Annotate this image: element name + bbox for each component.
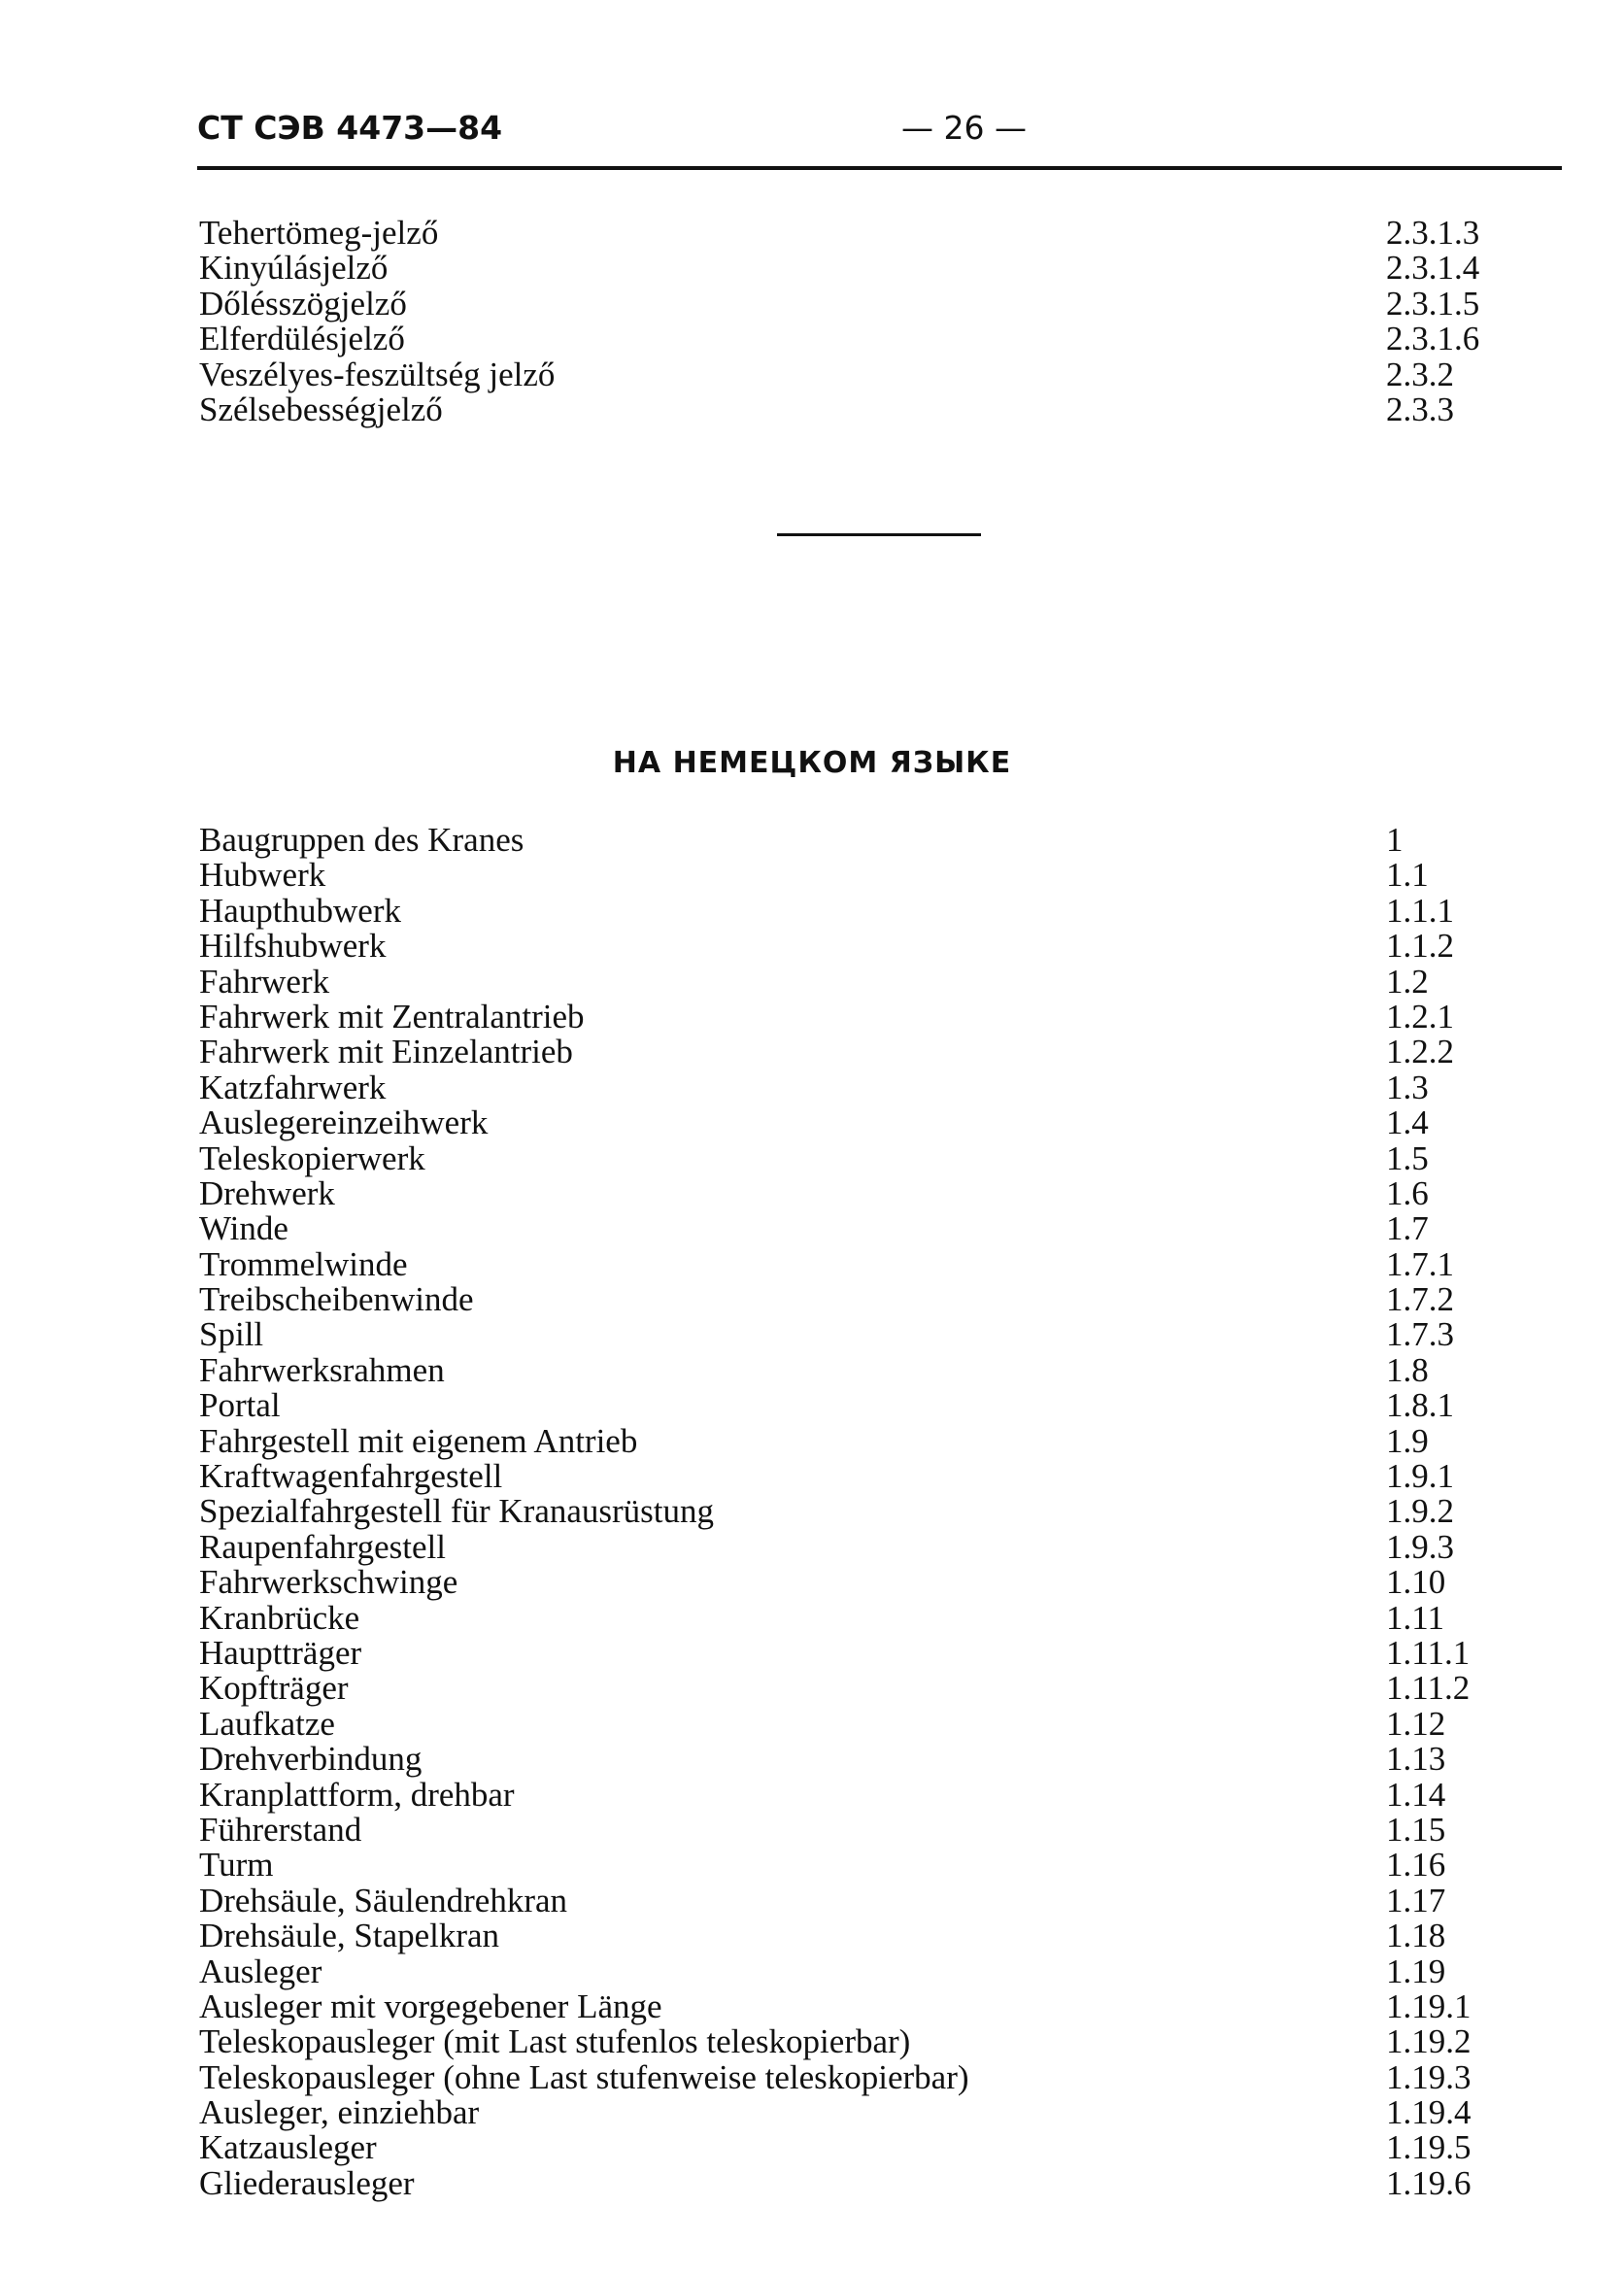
term-number: 1.1.2 — [1386, 927, 1454, 966]
term-row — [199, 1173, 1462, 1212]
term-number: 1.9.3 — [1386, 1527, 1454, 1566]
term-row — [199, 249, 1480, 288]
term-text: Spezialfahrgestell für Kranausrüstung — [199, 1492, 715, 1531]
term-row — [199, 1138, 1462, 1177]
term-row — [199, 1350, 1462, 1389]
term-number: 2.3.1.6 — [1386, 320, 1480, 358]
term-text: Spill — [199, 1315, 264, 1354]
term-number: 1.16 — [1386, 1846, 1446, 1885]
term-number: 1.7.2 — [1386, 1280, 1454, 1319]
term-row — [199, 1986, 1472, 2025]
term-number: 1.4 — [1386, 1104, 1429, 1142]
term-text: Elferdülésjelző — [199, 320, 405, 358]
term-row — [199, 1105, 1462, 1140]
term-row — [199, 1494, 1462, 1529]
term-number: 1.19.6 — [1386, 2163, 1472, 2202]
term-text: Auslegereinzeihwerk — [199, 1104, 489, 1142]
term-row — [199, 1669, 1471, 1708]
term-row — [199, 858, 1462, 893]
term-number: 1.1.1 — [1386, 891, 1454, 930]
term-text: Kraftwagenfahrgestell — [199, 1457, 503, 1496]
term-row — [199, 2128, 1472, 2167]
term-number: 1.6 — [1386, 1173, 1429, 1212]
term-text: Tehertömeg-jelző — [199, 214, 439, 252]
term-number: 2.3.1.5 — [1386, 284, 1480, 323]
term-text: Fahrwerk mit Einzelantrieb — [199, 1033, 573, 1071]
term-row — [199, 823, 1462, 858]
term-row — [199, 284, 1480, 323]
term-text: Drehverbindung — [199, 1740, 423, 1779]
term-row — [199, 1317, 1462, 1352]
term-row — [199, 1244, 1462, 1283]
term-number: 1.18 — [1386, 1917, 1446, 1955]
term-number: 1.7 — [1386, 1209, 1429, 1248]
header-divider — [197, 166, 1562, 170]
term-text: Treibscheibenwinde — [199, 1280, 474, 1319]
term-row — [199, 997, 1462, 1036]
term-number: 1.12 — [1386, 1704, 1446, 1743]
page-number: — 26 — — [901, 109, 1027, 147]
term-row — [199, 2093, 1472, 2132]
term-row — [199, 1527, 1462, 1566]
term-number: 1.11.2 — [1386, 1669, 1471, 1708]
term-row — [199, 392, 1462, 427]
term-row — [199, 1211, 1462, 1246]
term-number: 1.15 — [1386, 1810, 1446, 1849]
term-text: Fahrwerkschwinge — [199, 1563, 458, 1602]
term-text: Ausleger mit vorgegebener Länge — [199, 1986, 662, 2025]
term-text: Winde — [199, 1209, 288, 1248]
term-text: Drehwerk — [199, 1173, 335, 1212]
term-row — [199, 2022, 1472, 2061]
term-text: Turm — [199, 1846, 274, 1885]
term-text: Teleskopausleger (ohne Last stufenweise teleskopierbar) — [199, 2057, 969, 2096]
term-number: 1.9.2 — [1386, 1492, 1454, 1531]
term-row — [199, 1742, 1462, 1777]
term-text: Kranplattform, drehbar — [199, 1775, 515, 1814]
term-text: Laufkatze — [199, 1704, 335, 1743]
term-number: 1.2 — [1386, 962, 1429, 1001]
term-row — [199, 929, 1462, 964]
term-number: 1.10 — [1386, 1563, 1446, 1602]
term-row — [199, 214, 1480, 252]
term-number: 1.2.2 — [1386, 1033, 1454, 1071]
term-number: 1.5 — [1386, 1138, 1429, 1177]
term-number: 1.1 — [1386, 856, 1429, 895]
term-row — [199, 1565, 1462, 1600]
term-number: 1.19 — [1386, 1952, 1446, 1990]
term-number: 1.19.1 — [1386, 1986, 1472, 2025]
term-row — [199, 1848, 1462, 1883]
term-text: Raupenfahrgestell — [199, 1527, 446, 1566]
term-number: 2.3.1.3 — [1386, 214, 1480, 252]
term-number: 2.3.2 — [1386, 355, 1454, 393]
term-text: Katzausleger — [199, 2128, 377, 2167]
term-text: Drehsäule, Stapelkran — [199, 1917, 500, 1955]
term-row — [199, 1035, 1462, 1070]
term-number: 1.14 — [1386, 1775, 1446, 1814]
term-text: Teleskopausleger (mit Last stufenlos teleskopierbar) — [199, 2022, 911, 2061]
term-row — [199, 1282, 1462, 1317]
term-number: 1.19.3 — [1386, 2057, 1472, 2096]
term-row — [199, 1421, 1462, 1460]
hungarian-term-list — [199, 214, 1480, 428]
term-text: Ausleger — [199, 1952, 322, 1990]
term-number: 1 — [1386, 821, 1404, 859]
term-number: 2.3.1.4 — [1386, 249, 1480, 288]
german-term-list — [199, 821, 1472, 2202]
term-number: 1.17 — [1386, 1881, 1446, 1919]
term-row — [199, 357, 1462, 392]
term-number: 1.8 — [1386, 1350, 1429, 1389]
term-text: Dőlésszögjelző — [199, 284, 407, 323]
term-text: Veszélyes-feszültség jelző — [199, 355, 556, 393]
term-text: Katzfahrwerk — [199, 1068, 387, 1106]
term-text: Ausleger, einziehbar — [199, 2093, 480, 2132]
term-row — [199, 1775, 1462, 1814]
term-row — [199, 1954, 1462, 1989]
term-text: Führerstand — [199, 1810, 362, 1849]
term-text: Fahrgestell mit eigenem Antrieb — [199, 1421, 638, 1460]
term-row — [199, 2163, 1472, 2202]
term-text: Fahrwerksrahmen — [199, 1350, 445, 1389]
term-row — [199, 1633, 1471, 1672]
term-number: 1.19.2 — [1386, 2022, 1472, 2061]
term-number: 1.19.5 — [1386, 2128, 1472, 2167]
term-number: 1.13 — [1386, 1740, 1446, 1779]
term-text: Drehsäule, Säulendrehkran — [199, 1881, 568, 1919]
term-number: 1.8.1 — [1386, 1386, 1454, 1425]
term-row — [199, 891, 1462, 930]
term-row — [199, 1388, 1462, 1423]
term-text: Gliederausleger — [199, 2163, 415, 2202]
term-text: Hauptträger — [199, 1633, 362, 1672]
term-row — [199, 1704, 1462, 1743]
term-number: 1.19.4 — [1386, 2093, 1472, 2132]
term-row — [199, 1459, 1462, 1494]
term-row — [199, 1810, 1462, 1849]
term-text: Hilfshubwerk — [199, 927, 387, 966]
term-text: Fahrwerk mit Zentralantrieb — [199, 997, 585, 1036]
term-row — [199, 1918, 1462, 1953]
term-row — [199, 2057, 1472, 2096]
term-number: 1.7.1 — [1386, 1244, 1454, 1283]
term-number: 1.9.1 — [1386, 1457, 1454, 1496]
term-number: 2.3.3 — [1386, 390, 1454, 428]
term-text: Hubwerk — [199, 856, 326, 895]
term-row — [199, 1070, 1462, 1105]
term-number: 1.2.1 — [1386, 997, 1454, 1036]
term-row — [199, 1598, 1462, 1637]
standard-code: СТ СЭВ 4473—84 — [197, 109, 503, 147]
term-number: 1.11 — [1386, 1598, 1444, 1637]
term-number: 1.7.3 — [1386, 1315, 1454, 1354]
section-heading: НА НЕМЕЦКОМ ЯЗЫКЕ — [612, 746, 1012, 780]
term-number: 1.9 — [1386, 1421, 1429, 1460]
section-divider — [777, 533, 981, 536]
term-number: 1.3 — [1386, 1068, 1429, 1106]
term-text: Trommelwinde — [199, 1244, 408, 1283]
term-text: Haupthubwerk — [199, 891, 402, 930]
term-row — [199, 1881, 1462, 1919]
term-row — [199, 962, 1462, 1001]
term-text: Fahrwerk — [199, 962, 330, 1001]
term-text: Kinyúlásjelző — [199, 249, 389, 288]
term-text: Kopfträger — [199, 1669, 349, 1708]
term-text: Kranbrücke — [199, 1598, 360, 1637]
term-row — [199, 320, 1480, 358]
term-text: Portal — [199, 1386, 281, 1425]
term-text: Teleskopierwerk — [199, 1138, 425, 1177]
term-number: 1.11.1 — [1386, 1633, 1471, 1672]
term-text: Baugruppen des Kranes — [199, 821, 524, 859]
term-text: Szélsebességjelző — [199, 390, 443, 428]
